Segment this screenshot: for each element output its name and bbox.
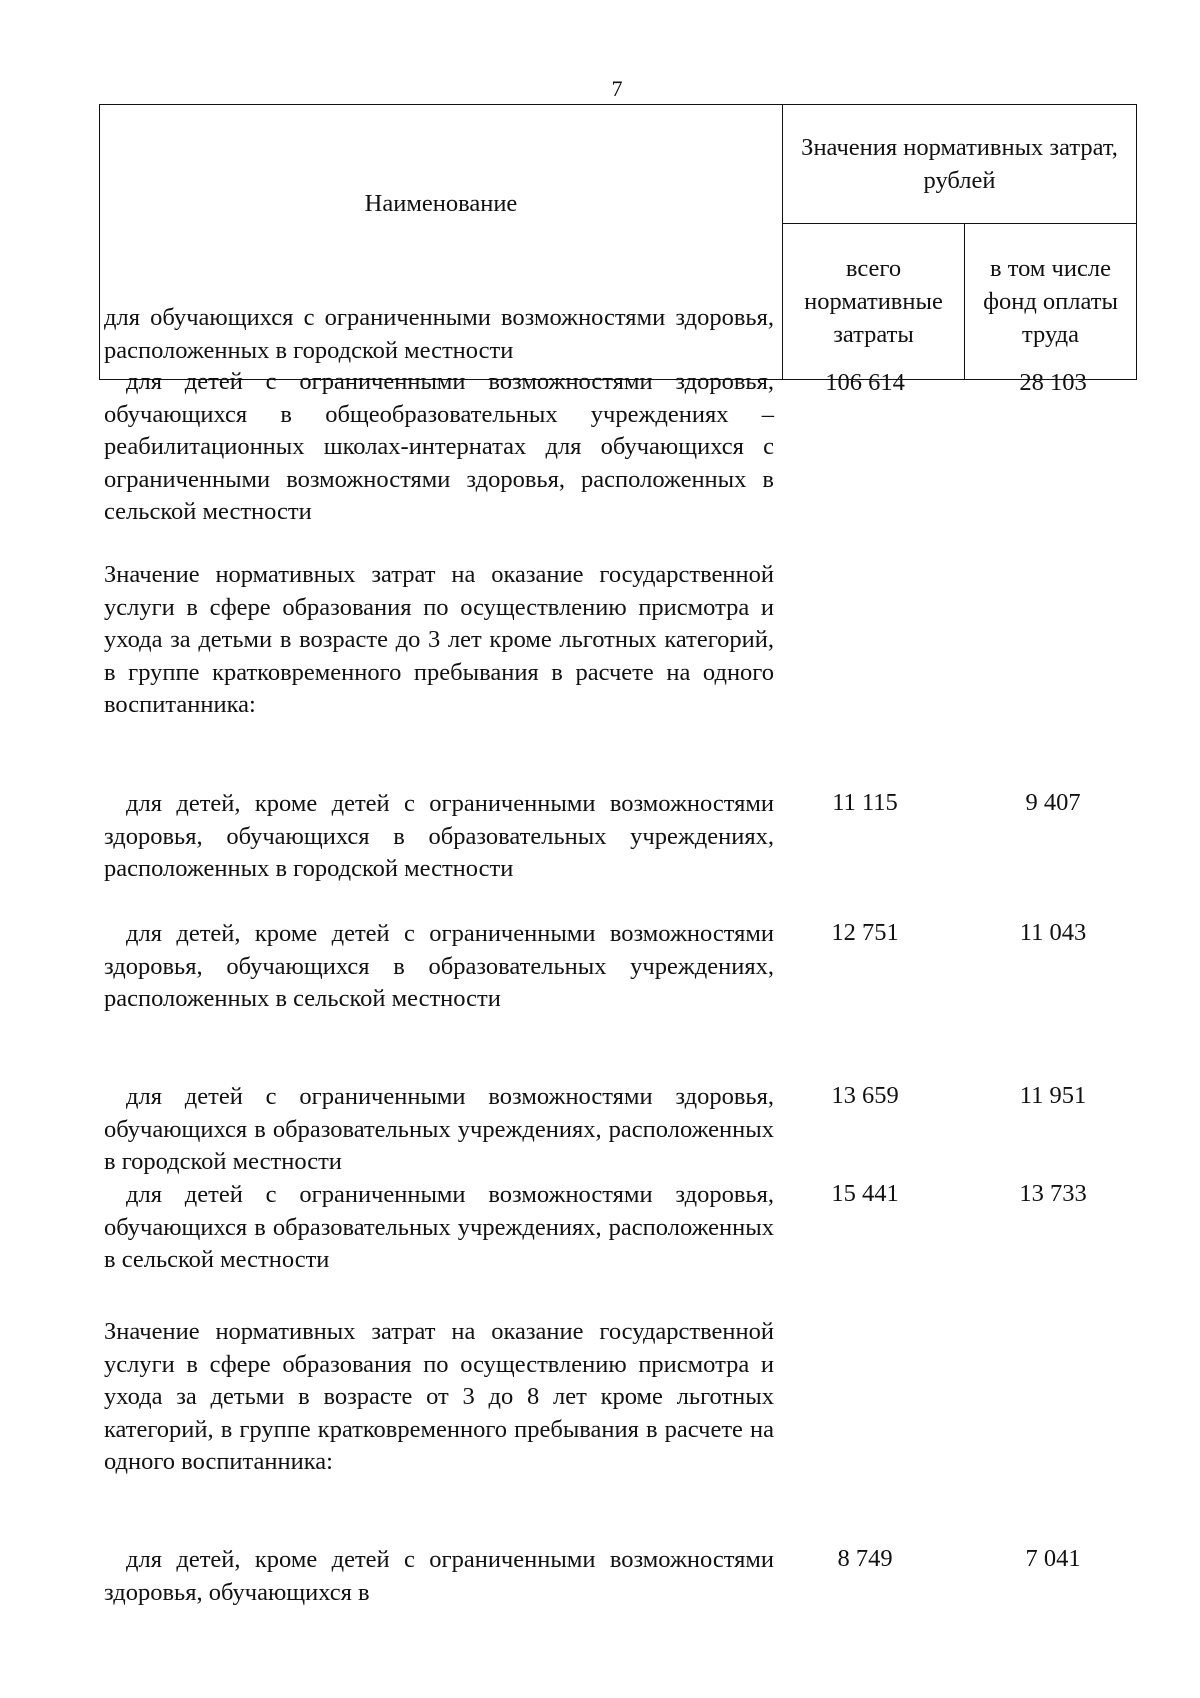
page-number: 7 <box>611 76 623 101</box>
row-text: для детей, кроме детей с ограниченными возможностями здоровья, обучающихся в образовательных учреждениях, расположенных в городской местности <box>104 790 774 883</box>
row-text: Значение нормативных затрат на оказание государственной услуги в сфере образования по осуществлению присмотра и ухода за детьми в возрасте до 3 лет кроме льготных категорий, в группе кратковременного пребывания в расчете на одного воспитанника: <box>104 561 774 719</box>
row-text: для детей с ограниченными возможностями здоровья, обучающихся в образовательных учреждениях, расположенных в городской местности <box>104 1083 774 1176</box>
table-row <box>104 1081 774 1179</box>
total-column-header: всего нормативные затраты <box>783 223 965 379</box>
section-heading <box>104 1316 774 1479</box>
values-group-header: Значения нормативных затрат, рублей <box>783 105 1137 224</box>
total-value: 11 115 <box>832 789 898 816</box>
table-row <box>104 918 774 1016</box>
fund-value: 28 103 <box>1019 369 1087 396</box>
table-row <box>104 788 774 886</box>
table-row <box>104 302 774 367</box>
row-text: для детей с ограниченными возможностями здоровья, обучающихся в образовательных учреждениях, расположенных в сельской местности <box>104 1181 774 1274</box>
row-text: для детей с ограниченными возможностями здоровья, обучающихся в общеобразовательных учреждениях – реабилитационных школах-интернатах для обучающихся с ограниченными возможностями здоровья, расположенных в сельской местности <box>104 368 774 526</box>
fund-column-header: в том числе фонд оплаты труда <box>965 223 1137 379</box>
fund-value: 7 041 <box>1025 1545 1081 1572</box>
fund-value: 11 043 <box>1019 919 1087 946</box>
row-text: для детей, кроме детей с ограниченными возможностями здоровья, обучающихся в образовательных учреждениях, расположенных в сельской местности <box>104 920 774 1013</box>
total-value: 8 749 <box>837 1545 893 1572</box>
row-text: для обучающихся с ограниченными возможностями здоровья, расположенных в городской местности <box>104 304 774 364</box>
fund-value: 13 733 <box>1019 1180 1087 1207</box>
table-row <box>104 1544 774 1609</box>
total-value: 12 751 <box>831 919 899 946</box>
total-value: 13 659 <box>831 1082 899 1109</box>
total-value: 106 614 <box>825 369 905 396</box>
table-row <box>104 366 774 529</box>
name-column-header: Наименование <box>100 105 783 380</box>
total-value: 15 441 <box>831 1180 899 1207</box>
row-text: для детей, кроме детей с ограниченными возможностями здоровья, обучающихся в <box>104 1546 774 1606</box>
table-row <box>104 1179 774 1277</box>
fund-value: 11 951 <box>1019 1082 1087 1109</box>
section-heading <box>104 559 774 722</box>
row-text: Значение нормативных затрат на оказание государственной услуги в сфере образования по осуществлению присмотра и ухода за детьми в возрасте от 3 до 8 лет кроме льготных категорий, в группе кратковременного пребывания в расчете на одного воспитанника: <box>104 1318 774 1476</box>
fund-value: 9 407 <box>1025 789 1081 816</box>
